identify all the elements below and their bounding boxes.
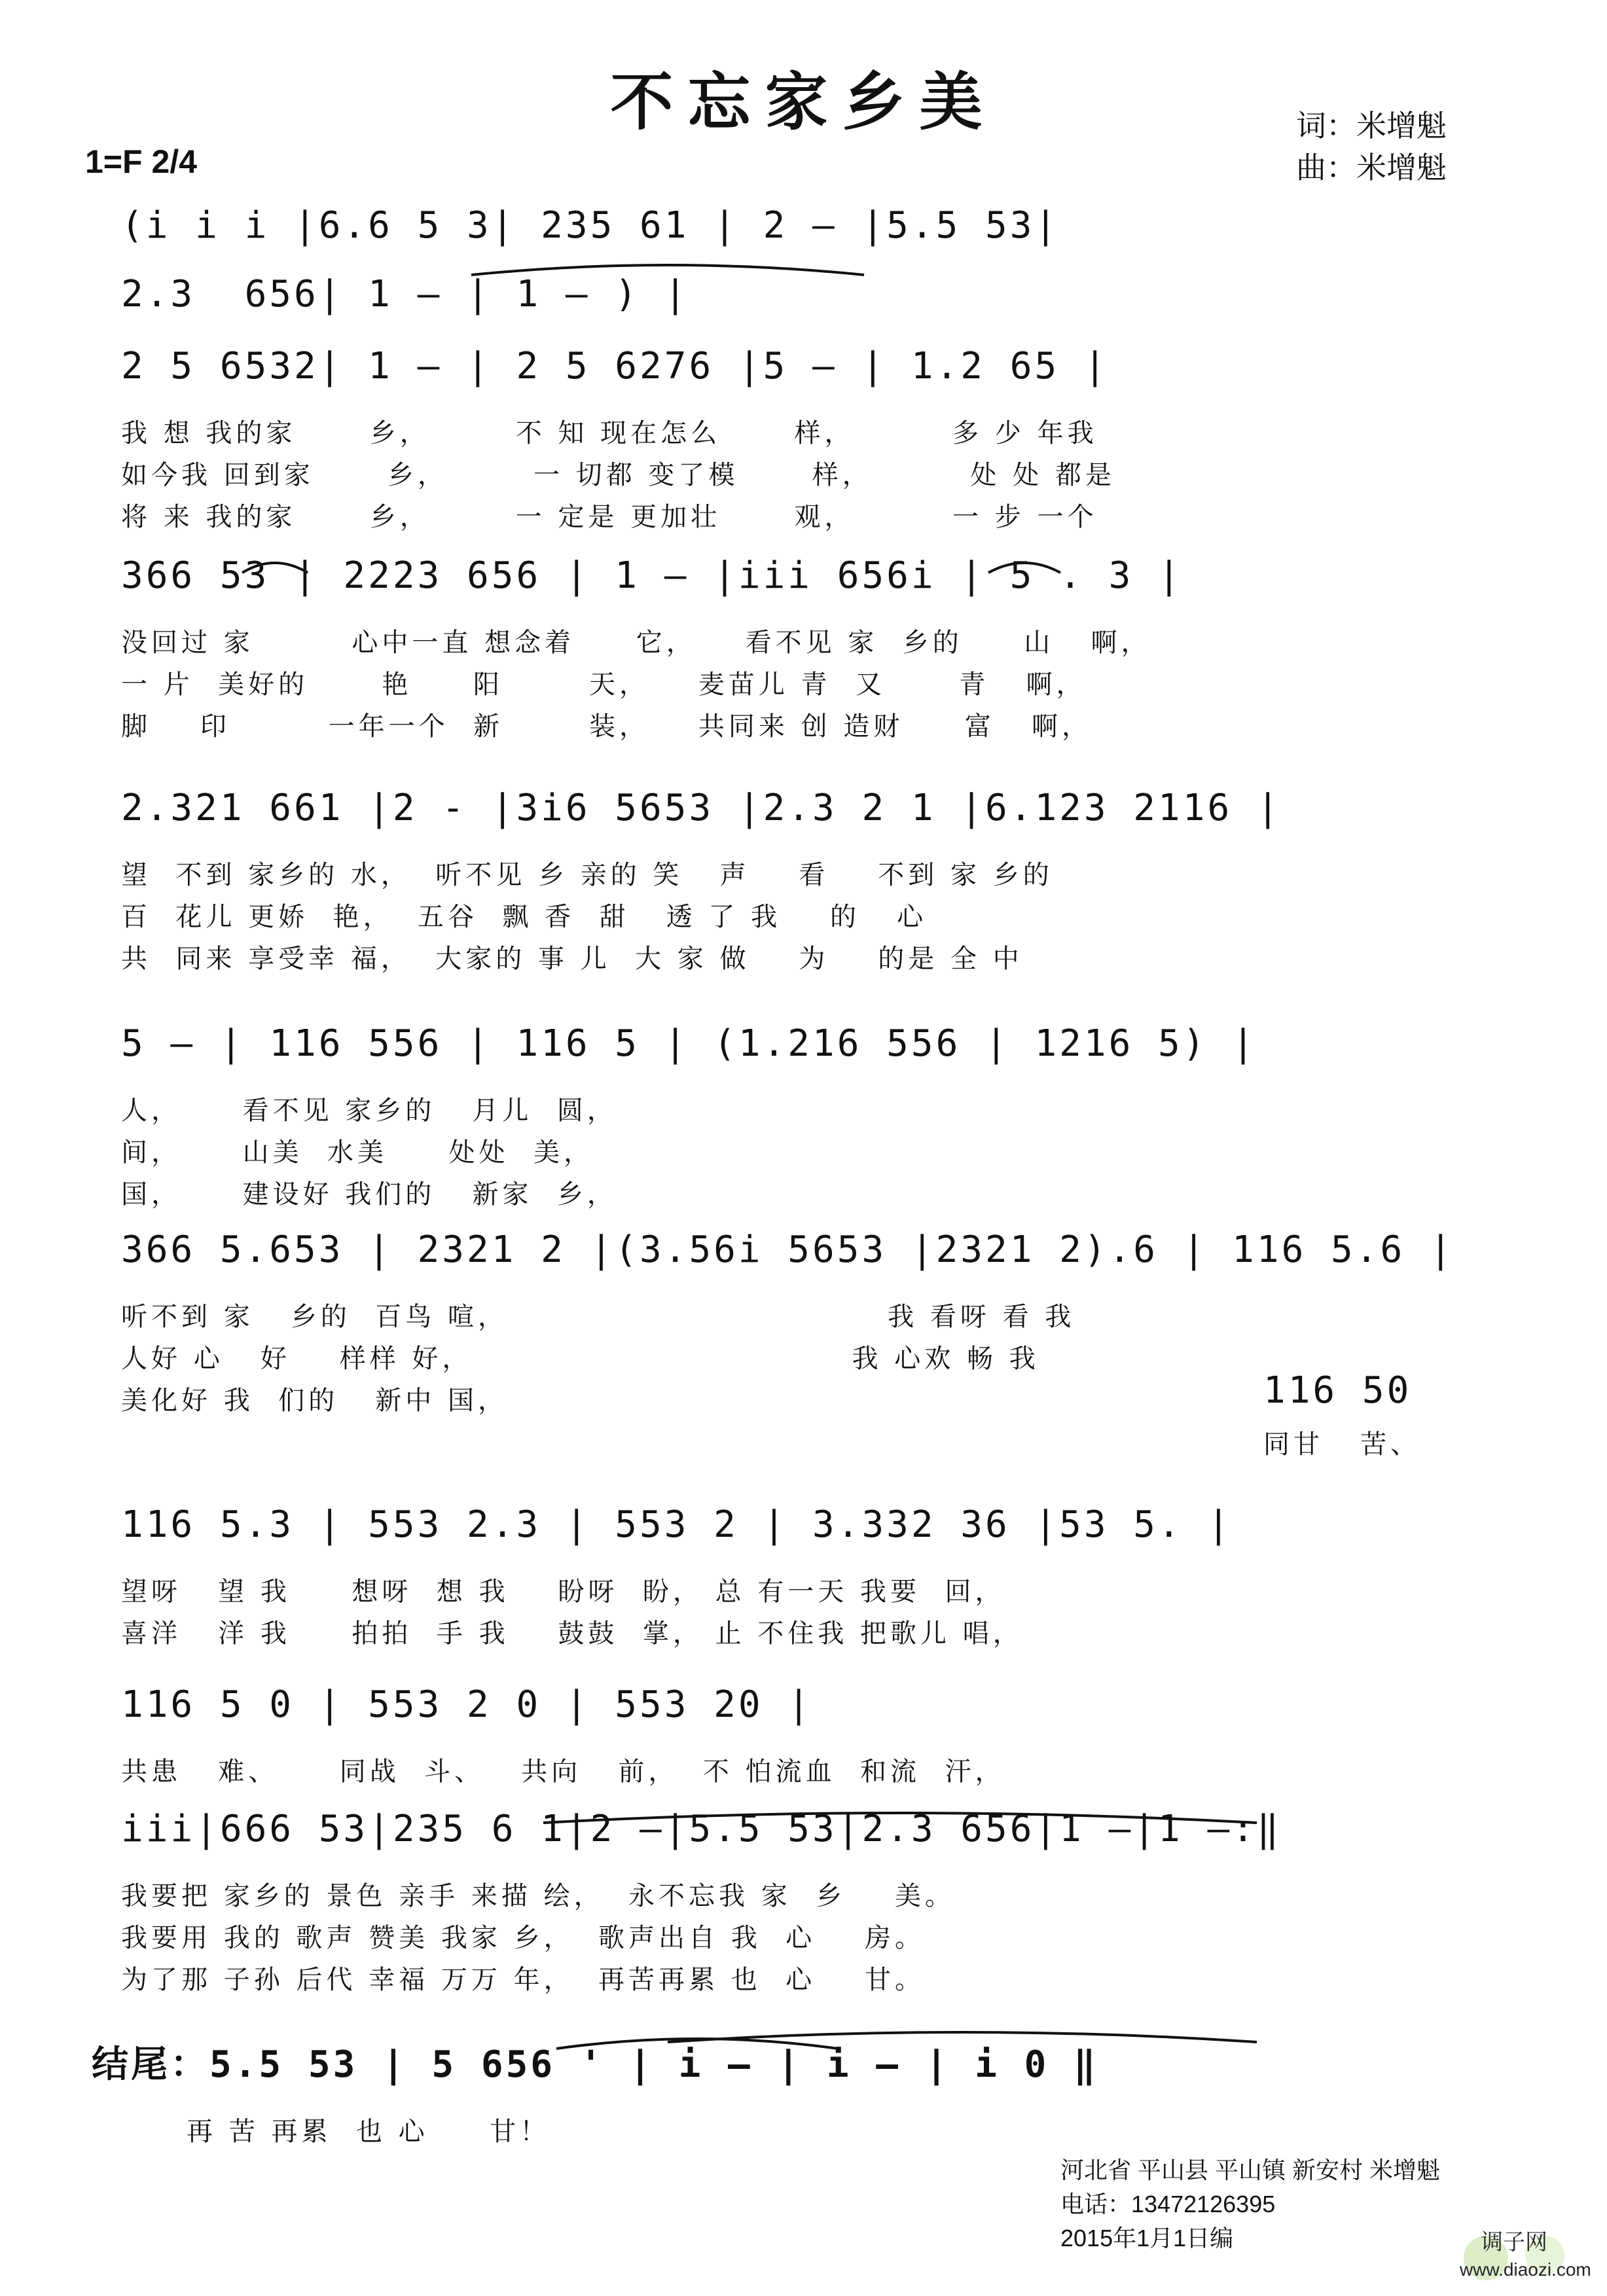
lyric-line: 没回过 家 心中一直 想念着 它， 看不见 家 乡的 山 啊， <box>121 628 1151 658</box>
lyric-line: 共 同来 享受幸 福， 大家的 事 儿 大 家 做 为 的是 全 中 <box>121 944 1023 974</box>
footer-date: 2015年1月1日编 <box>1060 2225 1234 2251</box>
notation-line: 5 — | 116 556 | 116 5 | (1.216 556 | 1216 5) | <box>121 1022 1257 1065</box>
notation-line: iii|666 53|235 6 1|2 —|5.5 53|2.3 656|1 —|1 —:‖ <box>121 1808 1282 1850</box>
lyricist: 词：米增魁 <box>1296 108 1447 143</box>
lyric-line: 人好 心 好 样样 好， 我 心欢 畅 我 <box>121 1344 1039 1374</box>
notation-line: 116 5.3 | 553 2.3 | 553 2 | 3.332 36 |53 5. | <box>121 1503 1233 1546</box>
notation-line: 2.3 656| 1 — | 1 — ) | <box>121 273 689 315</box>
lyric-line: 国， 建设好 我们的 新家 乡， <box>121 1179 617 1210</box>
lyric-line: 望呀 望 我 想呀 想 我 盼呀 盼， 总 有一天 我要 回， <box>121 1577 1005 1607</box>
alt-notation: 116 50 <box>1263 1369 1412 1412</box>
lyric-line: 为了那 子孙 后代 幸福 万万 年， 再苦再累 也 心 甘。 <box>121 1965 926 1995</box>
lyric-line: 望 不到 家乡的 水， 听不见 乡 亲的 笑 声 看 不到 家 乡的 <box>121 860 1053 890</box>
key-signature: 1=F 2/4 <box>85 143 197 180</box>
alt-lyric: 同甘 苦、 <box>1263 1429 1421 1460</box>
lyric-line: 共患 难、 同战 斗、 共向 前， 不 怕流血 和流 汗， <box>121 1757 1005 1787</box>
slur-arc <box>988 563 1060 573</box>
watermark-url: www.diaozi.com <box>1460 2259 1591 2280</box>
notation-line: 2 5 6532| 1 — | 2 5 6276 |5 — | 1.2 65 | <box>121 345 1109 387</box>
lyric-line: 百 花儿 更娇 艳， 五谷 飘 香 甜 透 了 我 的 心 <box>121 902 928 932</box>
lyric-line: 间， 山美 水美 处处 美， <box>121 1138 594 1168</box>
notation-line: 366 53 | 2223 656 | 1 — |iii 656i | 5 . 3 | <box>121 554 1183 597</box>
notation-line: 结尾：5.5 53 | 5 656 ' | i — | i — | i 0 ‖ <box>92 2043 1098 2086</box>
watermark-name: 调子网 <box>1481 2229 1547 2255</box>
lyric-line: 我要把 家乡的 景色 亲手 来描 绘， 永不忘我 家 乡 美。 <box>121 1881 956 1911</box>
lyric-line: 我要用 我的 歌声 赞美 我家 乡， 歌声出自 我 心 房。 <box>121 1923 926 1953</box>
lyric-line: 人， 看不见 家乡的 月儿 圆， <box>121 1096 617 1126</box>
lyric-line: 将 来 我的家 乡， 一 定是 更加壮 观， 一 步 一个 <box>121 502 1098 532</box>
song-title: 不忘家乡美 <box>610 65 997 139</box>
lyric-line: 喜洋 洋 我 拍拍 手 我 鼓鼓 掌， 止 不住我 把歌儿 唱， <box>121 1619 1023 1649</box>
notation-line: 116 5 0 | 553 2 0 | 553 20 | <box>121 1683 813 1726</box>
footer-phone: 电话：13472126395 <box>1060 2191 1276 2217</box>
notation-line: 2.321 661 |2 - |3i6 5653 |2.3 2 1 |6.123 2116 | <box>121 787 1282 829</box>
lyric-line: 再 苦 再累 也 心 甘！ <box>187 2117 551 2147</box>
lyric-line: 我 想 我的家 乡， 不 知 现在怎么 样， 多 少 年我 <box>121 418 1098 448</box>
lyric-line: 如今我 回到家 乡， 一 切都 变了模 样， 处 处 都是 <box>121 460 1115 490</box>
notation-line: (i i i |6.6 5 3| 235 61 | 2 — |5.5 53| <box>121 204 1060 247</box>
lyric-line: 一 片 美好的 艳 阳 天， 麦苗儿 青 又 青 啊， <box>121 670 1087 700</box>
slur-arc <box>242 563 308 573</box>
lyric-line: 脚 印 一年一个 新 装， 共同来 创 造财 富 啊， <box>121 711 1092 742</box>
composer: 曲：米增魁 <box>1296 150 1447 185</box>
lyric-line: 美化好 我 们的 新中 国， <box>121 1386 509 1416</box>
notation-line: 366 5.653 | 2321 2 |(3.56i 5653 |2321 2).6 | 116 5.6 | <box>121 1229 1454 1271</box>
slur-arc <box>543 1813 1257 1823</box>
lyric-line: 听不到 家 乡的 百鸟 喧， 我 看呀 看 我 <box>121 1302 1075 1332</box>
slur-arc <box>471 265 864 275</box>
footer-address: 河北省 平山县 平山镇 新安村 米增魁 <box>1060 2157 1441 2183</box>
